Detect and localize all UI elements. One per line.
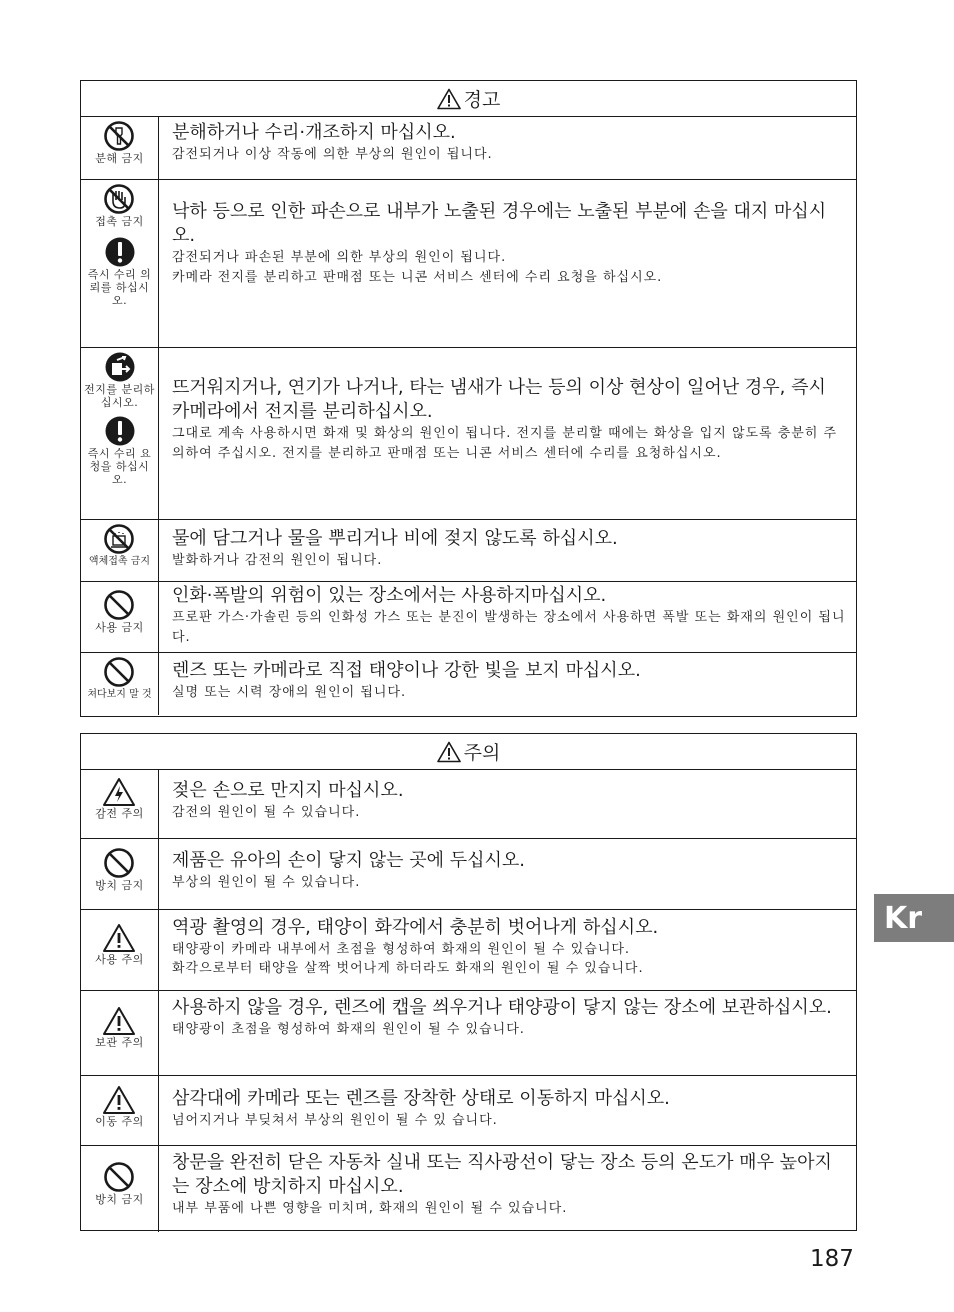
text-cell [159,653,856,715]
caution-title: 주의 [463,742,501,764]
icon-caption: 분해 금지 [95,152,144,165]
icon-cell [81,180,159,347]
icon-caption: 이동 주의 [95,1115,144,1128]
row-sub-text: 감전되거나 파손된 부분에 의한 부상의 원인이 됩니다. [172,249,507,265]
icon-cell [81,582,159,652]
row-main-text: 삼각대에 카메라 또는 렌즈를 장착한 상태로 이동하지 마십시오. [172,1088,670,1109]
row-sub-text: 그대로 계속 사용하시면 화재 및 화상의 원인이 됩니다. 전지를 분리할 때에는 화상을 입지 않도록 충분히 주의하여 주십시오. 전지를 분리하고 판매점 또는 니콘 서비스 센터에 수리를 요청하십시오. [172,425,838,461]
text-cell [159,1076,856,1145]
row-main-text: 젖은 손으로 만지지 마십시오. [172,780,404,801]
mandatory-action-icon [104,236,136,268]
icon-cell [81,839,159,909]
icon-caption: 감전 주의 [95,807,144,820]
icon-cell [81,770,159,838]
row-main-text: 역광 촬영의 경우, 태양이 화각에서 충분히 벗어나게 하십시오. [172,917,659,938]
text-cell [159,582,856,652]
row-main-text: 창문을 완전히 닫은 자동차 실내 또는 직사광선이 닿는 장소 등의 온도가 매우 높아지는 장소에 방치하지 마십시오. [172,1152,832,1197]
row-sub-text: 발화하거나 감전의 원인이 됩니다. [172,553,383,568]
row-sub-text: 태양광이 초점을 형성하여 화재의 원인이 될 수 있습니다. [172,1022,525,1037]
caution-row [81,1076,856,1146]
text-cell [159,348,856,519]
icon-caption: 접촉 금지 [95,215,144,228]
no-liquid-contact-icon [103,523,135,555]
warning-row [81,117,856,180]
page-number: 187 [810,1246,854,1272]
row-sub-text: 부상의 원인이 될 수 있습니다. [172,875,361,890]
row-main-text: 제품은 유아의 손이 닿지 않는 곳에 두십시오. [172,850,526,871]
caution-triangle-icon [102,1085,136,1115]
icon-cell [81,910,159,990]
text-cell [159,180,856,347]
warning-row [81,653,856,715]
language-tab: Kr [874,894,954,942]
row-sub-text: 실명 또는 시력 장애의 원인이 됩니다. [172,685,407,700]
row-sub-text: 화각으로부터 태양을 살짝 벗어나게 하더라도 화재의 원인이 될 수 있습니다. [172,961,644,976]
icon-cell [81,348,159,519]
icon-cell [81,520,159,581]
prohibited-icon [103,656,135,688]
icon-caption: 전지를 분리하십시오. [84,383,155,409]
row-sub-text: 넘어지거나 부딪쳐서 부상의 원인이 될 수 있 습니다. [172,1113,498,1128]
row-sub-text: 내부 부품에 나쁜 영향을 미치며, 화재의 원인이 될 수 있습니다. [172,1201,568,1216]
prohibited-icon [103,847,135,879]
caution-row [81,910,856,991]
row-main-text: 물에 담그거나 물을 뿌리거나 비에 젖지 않도록 하십시오. [172,528,618,549]
icon-cell [81,653,159,715]
icon-cell [81,991,159,1075]
row-main-text: 낙하 등으로 인한 파손으로 내부가 노출된 경우에는 노출된 부분에 손을 대지 마십시오. [172,200,827,246]
row-main-text: 분해하거나 수리·개조하지 마십시오. [172,122,456,143]
caution-row [81,839,856,910]
icon-caption: 쳐다보지 말 것 [87,689,152,700]
icon-cell [81,117,159,179]
mandatory-action-icon [104,415,136,447]
warning-row [81,520,856,582]
icon-caption: 즉시 수리 의뢰를 하십시오. [87,268,152,307]
text-cell [159,910,856,990]
caution-row [81,1146,856,1232]
row-sub-text: 카메라 전지를 분리하고 판매점 또는 니콘 서비스 센터에 수리 요청을 하십시오. [172,269,663,285]
row-main-text: 뜨거워지거나, 연기가 나거나, 타는 냄새가 나는 등의 이상 현상이 일어난 경우, 즉시 카메라에서 전지를 분리하십시오. [172,376,826,422]
warning-section [80,80,857,717]
icon-caption: 액체접촉 금지 [88,556,151,567]
remove-battery-icon [104,351,136,383]
caution-row [81,770,856,839]
text-cell [159,520,856,581]
text-cell [159,770,856,838]
no-touch-icon [103,183,135,215]
icon-caption: 즉시 수리 요청을 하십시오. [87,447,152,486]
text-cell [159,117,856,179]
caution-section [80,733,857,1231]
caution-row [81,991,856,1076]
warning-header [81,81,856,117]
row-main-text: 사용하지 않을 경우, 렌즈에 캡을 씌우거나 태양광이 닿지 않는 장소에 보관하십시오. [172,997,832,1018]
prohibited-icon [103,589,135,621]
icon-caption: 보관 주의 [95,1036,144,1049]
warning-triangle-icon [437,741,461,763]
row-main-text: 인화·폭발의 위험이 있는 장소에서는 사용하지마십시오. [172,585,607,606]
row-sub-text: 프로판 가스·가솔린 등의 인화성 가스 또는 분진이 발생하는 장소에서 사용하면 폭발 또는 화재의 원인이 됩니다. [172,610,846,645]
warning-title: 경고 [463,89,501,111]
row-main-text: 렌즈 또는 카메라로 직접 태양이나 강한 빛을 보지 마십시오. [172,660,641,681]
icon-cell [81,1146,159,1232]
warning-row [81,348,856,520]
prohibited-icon [103,1161,135,1193]
text-cell [159,991,856,1075]
icon-caption: 사용 주의 [95,953,144,966]
electric-shock-caution-icon [102,777,136,807]
caution-triangle-icon [102,923,136,953]
icon-caption: 방치 금지 [95,879,144,892]
warning-row [81,180,856,348]
warning-row [81,582,856,653]
row-sub-text: 감전되거나 이상 작동에 의한 부상의 원인이 됩니다. [172,147,493,162]
no-disassembly-icon [103,120,135,152]
icon-caption: 사용 금지 [95,621,144,634]
row-sub-text: 태양광이 카메라 내부에서 초점을 형성하여 화재의 원인이 될 수 있습니다. [172,942,631,957]
icon-caption: 방치 금지 [95,1193,144,1206]
warning-triangle-icon [437,88,461,110]
text-cell [159,1146,856,1232]
text-cell [159,839,856,909]
caution-header [81,734,856,770]
icon-cell [81,1076,159,1145]
caution-triangle-icon [102,1006,136,1036]
row-sub-text: 감전의 원인이 될 수 있습니다. [172,805,361,820]
